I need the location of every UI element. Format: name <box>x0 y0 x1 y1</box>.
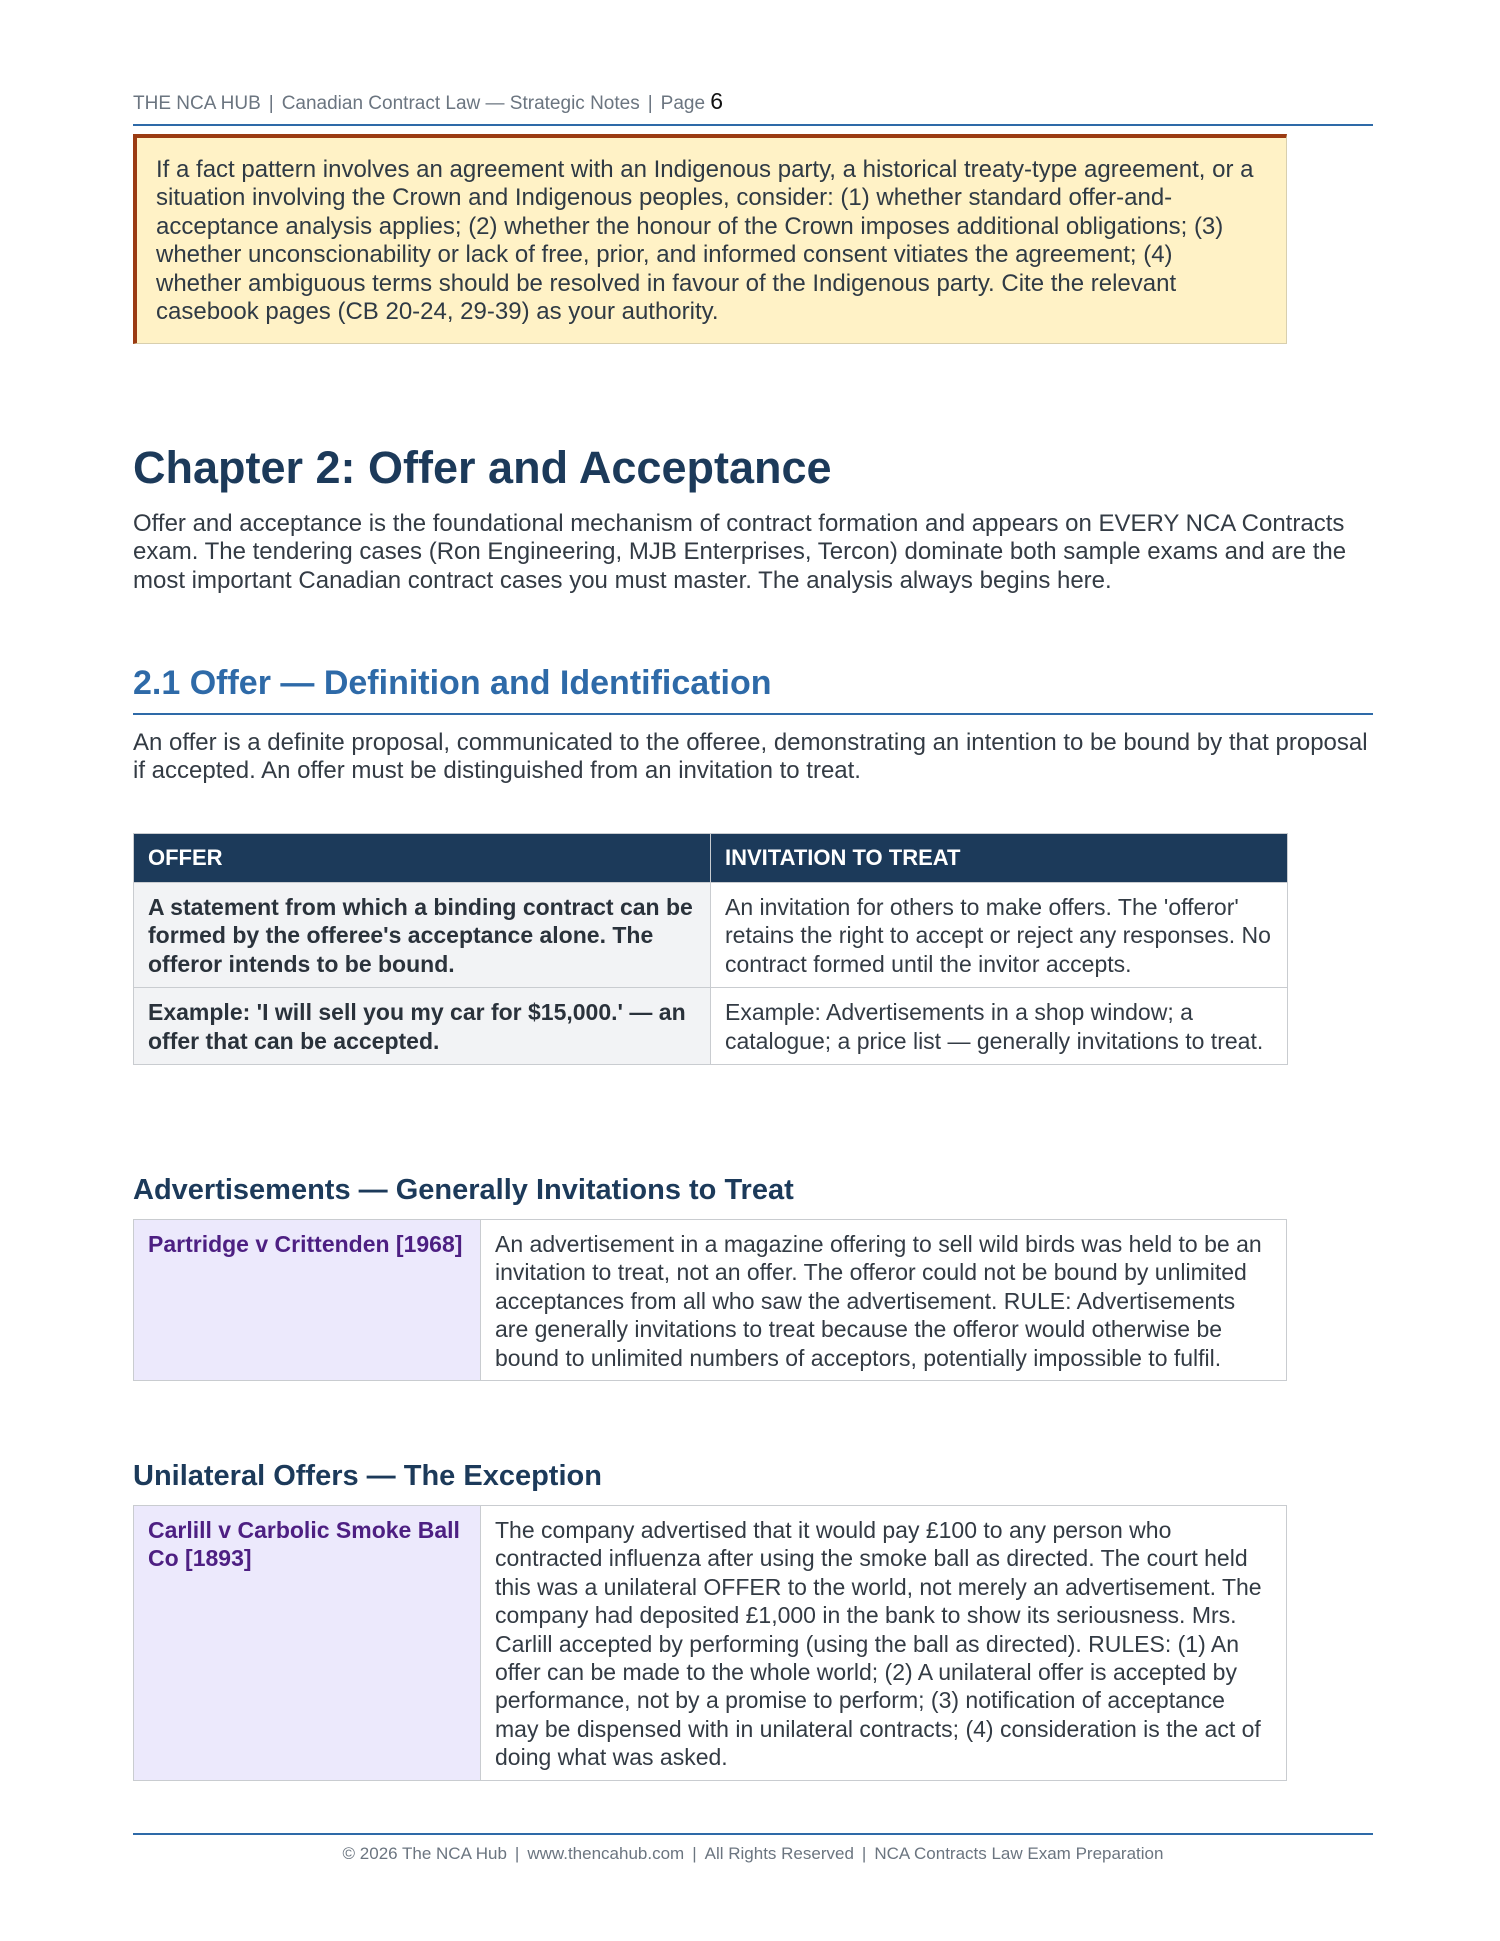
footer-copyright: © 2026 The NCA Hub <box>342 1844 507 1863</box>
header-brand: THE NCA HUB <box>133 93 261 114</box>
case-row <box>134 1220 1287 1381</box>
indigenous-note-callout <box>133 134 1287 344</box>
running-header: THE NCA HUB | Canadian Contract Law — Strategic Notes | Page 6 <box>133 88 724 114</box>
footer-tagline: NCA Contracts Law Exam Preparation <box>874 1844 1164 1863</box>
footer-rights: All Rights Reserved <box>704 1844 854 1863</box>
header-page-number: 6 <box>710 88 724 114</box>
case-row <box>134 1506 1287 1781</box>
advertisements-heading: Advertisements — Generally Invitations to Treat <box>133 1174 794 1206</box>
chapter-title: Chapter 2: Offer and Acceptance <box>133 442 832 493</box>
offer-example-cell: Example: 'I will sell you my car for $15,000.' — an offer that can be accepted. <box>134 988 711 1065</box>
partridge-case-table <box>133 1219 1287 1381</box>
page-footer: © 2026 The NCA Hub | www.thencahub.com | All Rights Reserved | NCA Contracts Law Exam Preparation <box>342 1844 1164 1863</box>
footer-website-link[interactable]: www.thencahub.com <box>527 1844 685 1863</box>
table-header-row <box>134 834 1288 883</box>
case-name: Partridge v Crittenden [1968] <box>134 1220 481 1381</box>
carlill-case-table <box>133 1505 1287 1781</box>
section-divider <box>133 713 1373 715</box>
header-divider <box>133 124 1373 126</box>
chapter-intro: Offer and acceptance is the foundational mechanism of contract formation and appears on EVERY NCA Contracts exam. The tendering cases (Ron Engineering, MJB Enterprises, Tercon) dominate both sample exams and are the most important Canadian contract cases you must master. The analysis always begins here. <box>133 510 1347 594</box>
header-title: Canadian Contract Law — Strategic Notes <box>281 93 640 114</box>
section-paragraph: An offer is a definite proposal, communicated to the offeree, demonstrating an intention to be bound by that proposal if accepted. An offer must be distinguished from an invitation to treat. <box>133 729 1368 785</box>
footer-divider <box>133 1833 1373 1835</box>
column-header-offer: OFFER <box>134 834 711 883</box>
column-header-invitation: INVITATION TO TREAT <box>711 834 1288 883</box>
invitation-definition-cell: An invitation for others to make offers. The 'offeror' retains the right to accept or reject any responses. No contract formed until the invitor accepts. <box>711 883 1288 988</box>
invitation-example-cell: Example: Advertisements in a shop window; a catalogue; a price list — generally invitations to treat. <box>711 988 1288 1065</box>
unilateral-heading: Unilateral Offers — The Exception <box>133 1460 602 1492</box>
offer-vs-invitation-table <box>133 833 1288 1065</box>
case-summary: The company advertised that it would pay £100 to any person who contracted influenza after using the smoke ball as directed. The court held this was a unilateral OFFER to the world, not merely an advertisement. The company had deposited £1,000 in the bank to show its seriousness. Mrs. Carlill accepted by performing (using the ball as directed). RULES: (1) An offer can be made to the whole world; (2) A unilateral offer is accepted by performance, not by a promise to perform; (3) notification of acceptance may be dispensed with in unilateral contracts; (4) consideration is the act of doing what was asked. <box>481 1506 1287 1781</box>
case-summary: An advertisement in a magazine offering to sell wild birds was held to be an invitation to treat, not an offer. The offeror could not be bound by unlimited acceptances from all who saw the advertisement. RULE: Advertisements are generally invitations to treat because the offeror would otherwise be bound to unlimited numbers of acceptors, potentially impossible to fulfil. <box>481 1220 1287 1381</box>
offer-definition-cell: A statement from which a binding contract can be formed by the offeree's acceptance alone. The offeror intends to be bound. <box>134 883 711 988</box>
callout-text: If a fact pattern involves an agreement with an Indigenous party, a historical treaty-type agreement, or a situation involving the Crown and Indigenous peoples, consider: (1) whether standard offer-and-acceptance analysis applies; (2) whether the honour of the Crown imposes additional obligations; (3) whether unconscionability or lack of free, prior, and informed consent vitiates the agreement; (4) whether ambiguous terms should be resolved in favour of the Indigenous party. Cite the relevant casebook pages (CB 20-24, 29-39) as your authority. <box>156 156 1254 326</box>
case-name: Carlill v Carbolic Smoke Ball Co [1893] <box>134 1506 481 1781</box>
table-row <box>134 883 1288 988</box>
table-row <box>134 988 1288 1065</box>
section-title: 2.1 Offer — Definition and Identification <box>133 664 772 702</box>
header-page-label: Page <box>660 93 706 114</box>
